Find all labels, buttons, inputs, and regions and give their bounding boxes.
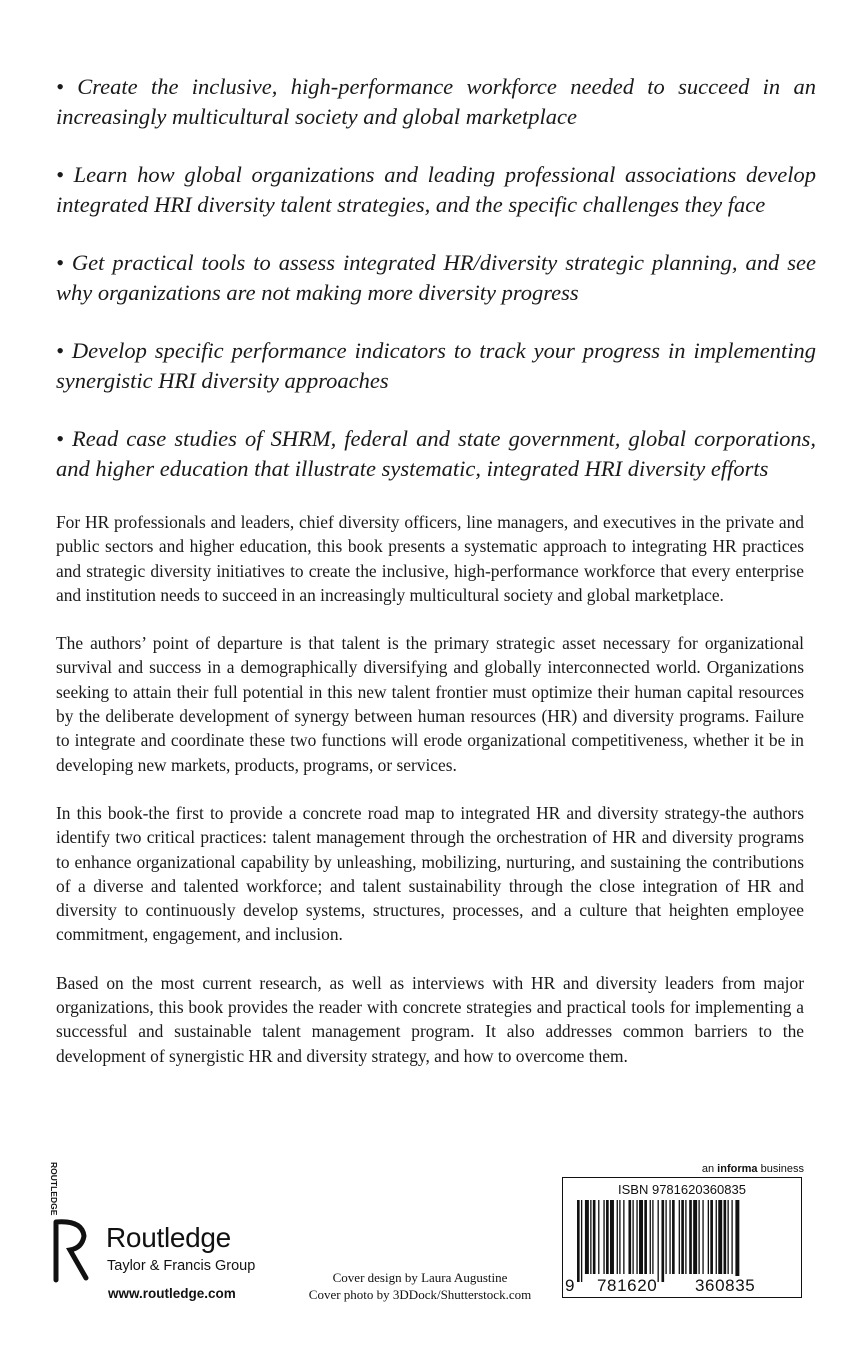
barcode-bar — [672, 1200, 675, 1274]
bullet-item: • Learn how global organizations and leading professional associations develop integrated HRI diversity talent strategies, and the specific challenges they face — [56, 162, 816, 217]
barcode-bar — [665, 1200, 666, 1274]
bullet-item: • Develop specific performance indicators to track your progress in implementing synergistic HRI diversity approaches — [56, 338, 816, 393]
bullet-item: • Create the inclusive, high-performance workforce needed to succeed in an increasingly multicultural society and global marketplace — [56, 74, 816, 129]
barcode-bar — [585, 1200, 589, 1274]
informa-suffix: business — [760, 1163, 804, 1175]
informa-business-tag — [638, 1163, 804, 1175]
cover-credits — [280, 1269, 560, 1303]
paragraph: For HR professionals and leaders, chief diversity officers, line managers, and executives in the private and public sectors and higher education, this book presents a systematic approach to integrating HR practices and strategic diversity initiatives to create the inclusive, high-performance workforce that every enterprise and institution needs to succeed in an increasingly multicultural society and global marketplace. — [56, 512, 804, 605]
barcode-digit-first: 9 — [565, 1276, 576, 1295]
barcode-bar — [593, 1200, 596, 1274]
routledge-mark-text: ROUTLEDGE — [49, 1162, 59, 1216]
barcode-bar — [718, 1200, 722, 1274]
paragraph: Based on the most current research, as well as interviews with HR and diversity leaders from major organizations, this book provides the reader with concrete strategies and practical tools for implementing a successful and sustainable talent management program. It also addresses common barriers to the development of synergistic HR and diversity strategy, and how to overcome them. — [56, 972, 804, 1066]
barcode-digits-left: 781620 — [597, 1276, 658, 1295]
barcode-bar — [628, 1200, 631, 1274]
barcode-bar — [679, 1200, 680, 1274]
informa-brand: informa — [717, 1163, 758, 1175]
publisher-logo — [49, 1162, 282, 1308]
barcode-bar — [658, 1200, 659, 1282]
cover-photo-credit: Cover photo by 3DDock/Shutterstock.com — [308, 1287, 532, 1302]
barcode-bar — [652, 1200, 653, 1274]
barcode-bar — [685, 1200, 686, 1274]
barcode-bar — [710, 1200, 713, 1274]
barcode-bar — [681, 1200, 684, 1274]
barcode-bar — [644, 1200, 647, 1274]
paragraph: In this book-the first to provide a concrete road map to integrated HR and diversity strategy-the authors identify two critical practices: talent management through the orchestration of HR and diversity programs to enhance organizational capability by unleashing, mobilizing, nurturing, and sustaining the contributions of a diverse and talented workforce; and talent sustainability through the close integration of HR and diversity to continuously develop systems, structures, processes, and a culture that heighten employee commitment, engagement, and inclusion. — [56, 802, 804, 945]
publisher-url: www.routledge.com — [108, 1286, 236, 1301]
barcode-bar — [598, 1200, 599, 1274]
barcode-bar — [689, 1200, 692, 1274]
bullet-item: • Get practical tools to assess integrated HR/diversity strategic planning, and see why organizations are not making more diversity progress — [56, 250, 816, 305]
barcode-bar — [661, 1200, 664, 1282]
informa-prefix: an — [701, 1163, 715, 1175]
cover-design-credit: Cover design by Laura Augustine — [332, 1270, 508, 1285]
barcode-bar — [716, 1200, 717, 1274]
barcode-bar — [650, 1200, 651, 1274]
barcode-bar — [603, 1200, 604, 1274]
publisher-group: Taylor & Francis Group — [107, 1258, 256, 1274]
barcode-bar — [669, 1200, 670, 1274]
barcode-bar — [639, 1200, 643, 1274]
isbn-label: ISBN 9781620360835 — [618, 1182, 746, 1197]
barcode-bar — [708, 1200, 709, 1274]
routledge-logo-icon — [49, 1162, 94, 1282]
feature-bullets — [56, 72, 816, 512]
barcode-bar — [693, 1200, 697, 1274]
barcode-bar — [619, 1200, 620, 1274]
barcode-bars — [575, 1200, 791, 1282]
barcode-bar — [636, 1200, 637, 1274]
barcode-bar — [577, 1200, 580, 1282]
barcode-bar — [724, 1200, 727, 1274]
barcode-bar — [702, 1200, 703, 1274]
barcode-bar — [735, 1200, 739, 1282]
description-body — [56, 510, 804, 1092]
barcode-bar — [617, 1200, 618, 1274]
bullet-item: • Read case studies of SHRM, federal and state government, global corporations, and higher education that illustrate systematic, integrated HRI diversity efforts — [56, 426, 816, 481]
barcode-bar — [698, 1200, 699, 1274]
barcode-bar — [581, 1200, 582, 1282]
paragraph: The authors’ point of departure is that talent is the primary strategic asset necessary for organizational survival and success in a demographically diversifying and globally interconnected world. Organizations seeking to attain their full potential in this new talent frontier must optimize their human capital resources by the deliberate development of synergy between human resources (HR) and diversity programs. Failure to integrate and coordinate these two functions will erode organizational competitiveness, whether it be in developing new markets, products, programs, or services. — [56, 633, 804, 775]
isbn-barcode — [562, 1177, 802, 1298]
barcode-bar — [606, 1200, 609, 1274]
barcode-digits-right: 360835 — [695, 1276, 756, 1295]
barcode-bar — [623, 1200, 624, 1274]
publisher-name: Routledge — [106, 1222, 231, 1253]
barcode-bar — [727, 1200, 728, 1274]
barcode-bar — [590, 1200, 591, 1274]
barcode-bar — [632, 1200, 633, 1274]
barcode-bar — [731, 1200, 732, 1274]
barcode-bar — [610, 1200, 614, 1274]
